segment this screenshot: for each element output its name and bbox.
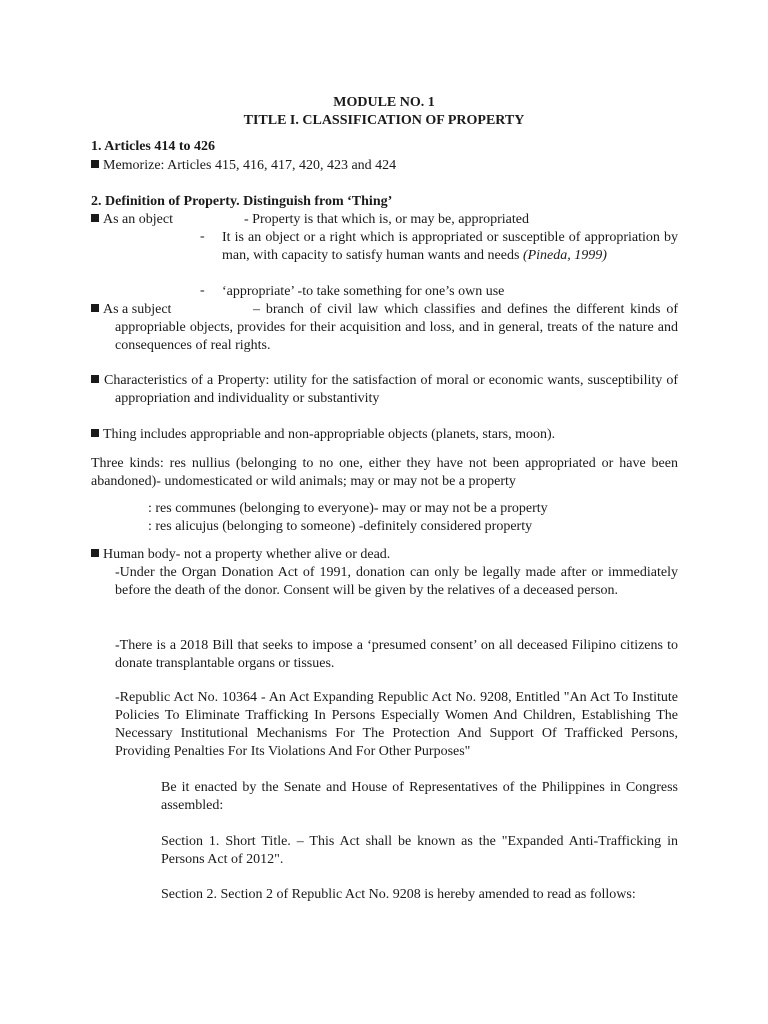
republic-act-text: -Republic Act No. 10364 - An Act Expanding Republic Act No. 9208, Entitled "An Act To Institute Policies To Eliminate Trafficking In Persons Especially Women And Children, Establishing The Necessary Institutional Mechanisms For The Protection And Support Of Trafficked Persons, Providing Penalties For Its Violations And For Other Purposes" [115, 690, 678, 759]
res-communes-text: : res communes (belonging to everyone)- may or may not be a property [148, 501, 548, 516]
list-item [91, 157, 396, 175]
list-item [91, 426, 555, 444]
object-label: As an object [103, 212, 173, 227]
bill-text: -There is a 2018 Bill that seeks to impose a ‘presumed consent’ on all deceased Filipino citizens to donate transplantable organs or tissues. [115, 638, 678, 671]
organ-donation-text: -Under the Organ Donation Act of 1991, donation can only be legally made after or immediately before the death of the donor. Consent will be given by the relatives of a deceased person. [115, 565, 678, 598]
square-bullet-icon [91, 160, 99, 168]
three-kinds-text: Three kinds: res nullius (belonging to no one, either they have not been appropriated or have been abandoned)- undomesticated or wild animals; may or may not be a property [91, 456, 678, 489]
appropriate-definition: ‘appropriate’ -to take something for one’s own use [222, 284, 505, 299]
square-bullet-icon [91, 375, 99, 383]
list-item [91, 546, 390, 564]
res-alicujus-text: : res alicujus (belonging to someone) -definitely considered property [148, 519, 533, 534]
object-subpoint-text: It is an object or a right which is appropriated or susceptible of appropriation by man, with capacity to satisfy human wants and needs [222, 230, 678, 263]
enacted-text: Be it enacted by the Senate and House of Representatives of the Philippines in Congress assembled: [161, 780, 678, 813]
list-item [91, 211, 173, 229]
square-bullet-icon [91, 304, 99, 312]
memorize-text: Memorize: Articles 415, 416, 417, 420, 423 and 424 [103, 158, 397, 173]
dash-marker: - [200, 283, 205, 298]
subject-definition: – branch of civil law which classifies and defines the different kinds of appropriable objects, provides for their acquisition and loss, and in general, treats of the nature and consequences of real rights. [115, 302, 678, 353]
section-2-text: Section 2. Section 2 of Republic Act No. 9208 is hereby amended to read as follows: [161, 887, 636, 902]
dash-marker: - [200, 229, 205, 244]
title-heading: TITLE I. CLASSIFICATION OF PROPERTY [243, 113, 525, 128]
subject-label: As a subject [103, 302, 172, 317]
human-body-text: Human body- not a property whether alive or dead. [103, 547, 391, 562]
object-definition: - Property is that which is, or may be, appropriated [244, 212, 529, 227]
section-2-heading: 2. Definition of Property. Distinguish from ‘Thing’ [91, 194, 393, 209]
square-bullet-icon [91, 429, 99, 437]
object-subpoint [222, 229, 678, 265]
section-1-text: Section 1. Short Title. – This Act shall be known as the "Expanded Anti-Trafficking in Persons Act of 2012". [161, 834, 678, 867]
thing-text: Thing includes appropriable and non-appropriable objects (planets, stars, moon). [103, 427, 556, 442]
citation: (Pineda, 1999) [522, 248, 607, 263]
characteristics-text: Characteristics of a Property: utility for the satisfaction of moral or economic wants, susceptibility of appropriation and individuality or substantivity [104, 373, 678, 406]
module-heading: MODULE NO. 1 [333, 95, 435, 110]
section-1-heading: 1. Articles 414 to 426 [91, 139, 216, 154]
square-bullet-icon [91, 214, 99, 222]
square-bullet-icon [91, 549, 99, 557]
